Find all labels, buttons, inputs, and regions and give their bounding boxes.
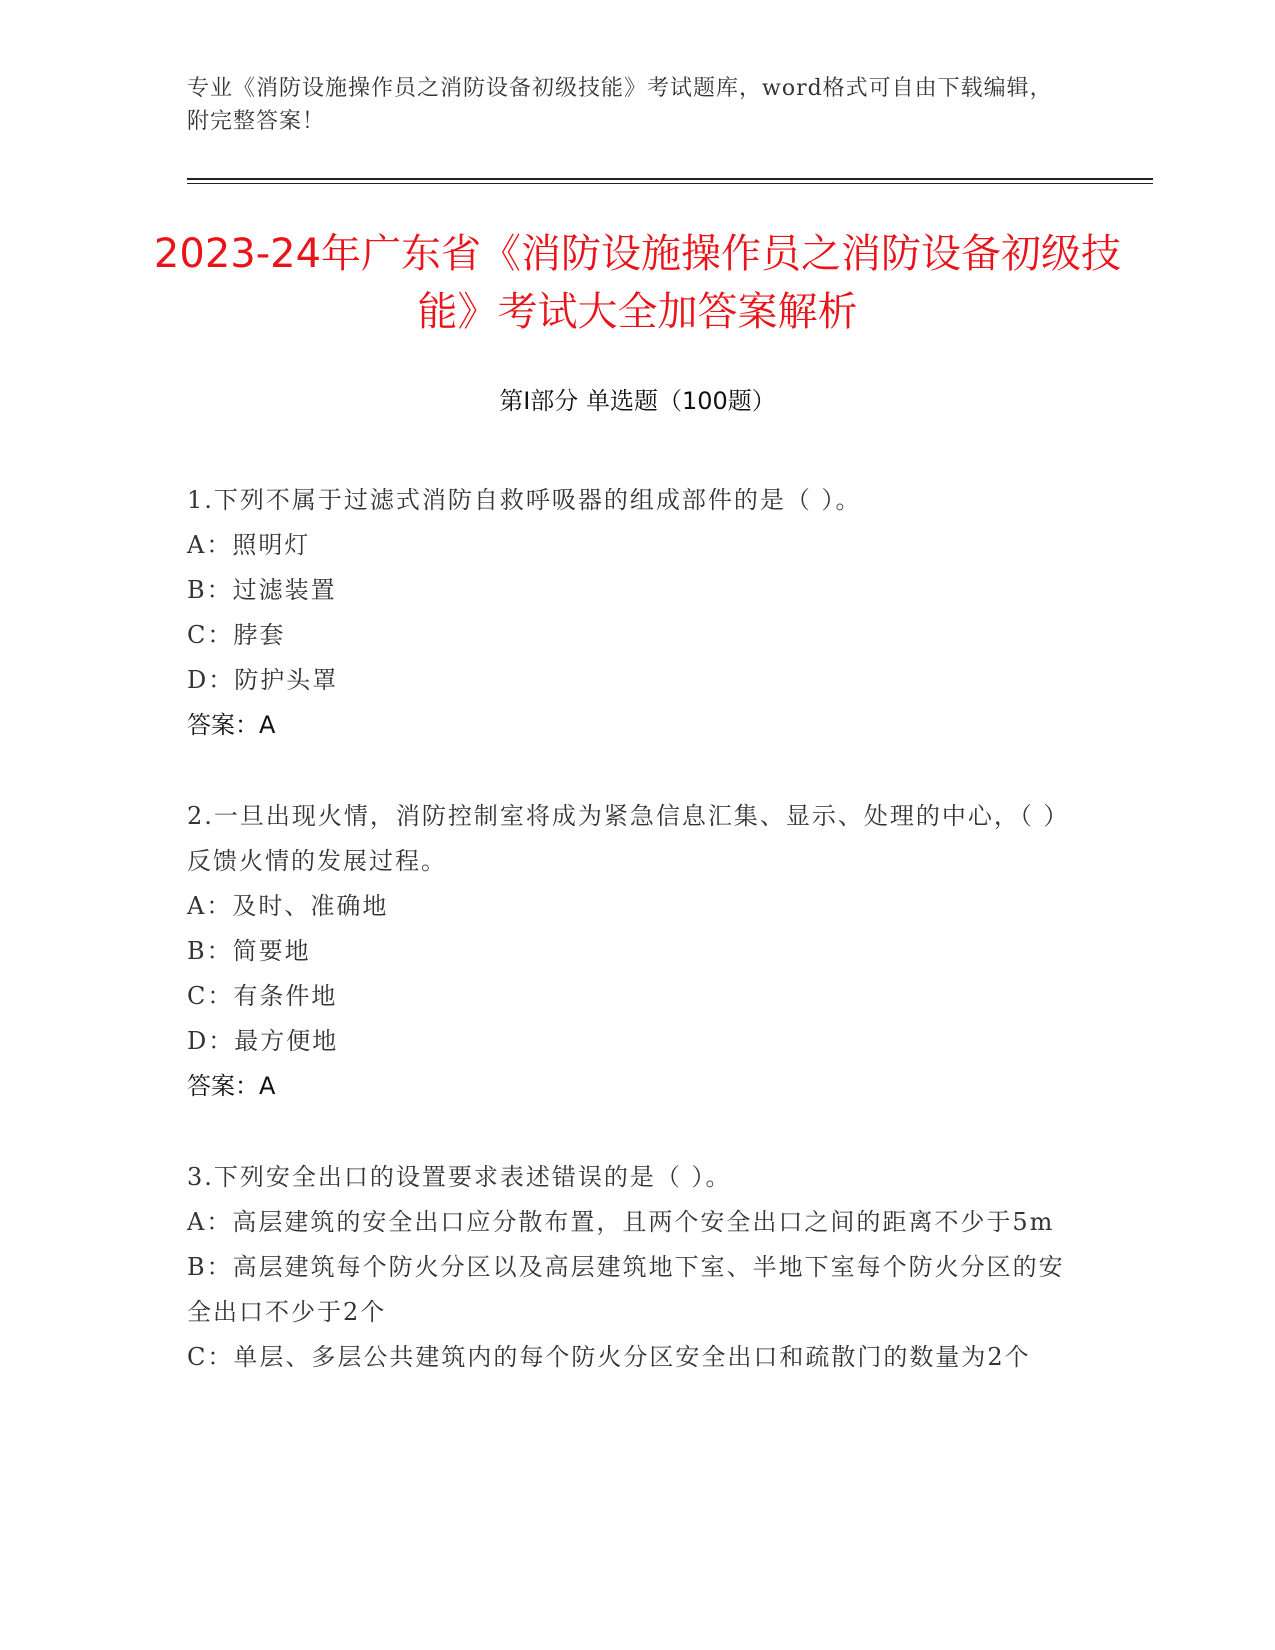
answer: 答案：A — [187, 1072, 276, 1100]
question-list — [187, 478, 1067, 1426]
question-2 — [187, 794, 1067, 1109]
question-1 — [187, 478, 1067, 748]
option-d: D：防护头罩 — [187, 666, 339, 694]
question-stem: 2.一旦出现火情，消防控制室将成为紧急信息汇集、显示、处理的中心，（ ）反馈火情的发展过程。 — [187, 802, 1058, 875]
answer: 答案：A — [187, 711, 276, 739]
header-divider — [187, 178, 1153, 180]
header-note: 专业《消防设施操作员之消防设备初级技能》考试题库，word格式可自由下载编辑，附完整答案！ — [187, 76, 1053, 134]
section-heading: 第Ⅰ部分 单选题（100题） — [499, 387, 776, 415]
option-b: B：高层建筑每个防火分区以及高层建筑地下室、半地下室每个防火分区的安全出口不少于2个 — [187, 1253, 1065, 1326]
option-a: A：及时、准确地 — [187, 892, 389, 920]
option-a: A：高层建筑的安全出口应分散布置，且两个安全出口之间的距离不少于5m — [187, 1208, 1055, 1236]
option-c: C：有条件地 — [187, 982, 338, 1010]
option-b: B：过滤装置 — [187, 576, 337, 604]
header-divider-thin — [187, 183, 1153, 184]
question-stem: 3.下列安全出口的设置要求表述错误的是（ ）。 — [187, 1163, 732, 1191]
option-c: C：脖套 — [187, 621, 286, 649]
question-3 — [187, 1155, 1067, 1380]
option-c: C：单层、多层公共建筑内的每个防火分区安全出口和疏散门的数量为2个 — [187, 1343, 1031, 1371]
option-d: D：最方便地 — [187, 1027, 339, 1055]
option-b: B：简要地 — [187, 937, 311, 965]
question-stem: 1.下列不属于过滤式消防自救呼吸器的组成部件的是（ ）。 — [187, 486, 862, 514]
document-title: 2023-24年广东省《消防设施操作员之消防设备初级技能》考试大全加答案解析 — [153, 231, 1122, 335]
option-a: A：照明灯 — [187, 531, 311, 559]
